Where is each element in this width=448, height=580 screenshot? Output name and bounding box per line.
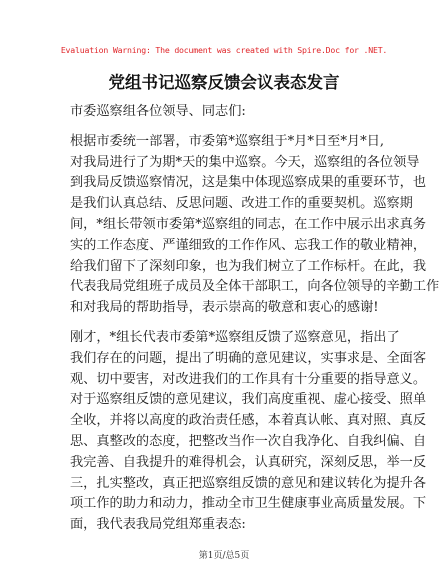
paragraph-line: 三，扎实整改，真正把巡察组反馈的意见和建议转化为提升各 xyxy=(70,475,427,491)
document-body xyxy=(70,102,440,536)
paragraph-line: 是我们认真总结、反思问题、改进工作的重要契机。巡察期 xyxy=(70,196,413,212)
page-number: 第1页/总5页 xyxy=(198,551,250,561)
paragraph-line: 和对我局的帮助指导，表示崇高的敬意和衷心的感谢! xyxy=(70,300,379,316)
paragraph-line: 观、切中要害，对改进我们的工作具有十分重要的指导意义。 xyxy=(70,371,427,387)
paragraph-line: 对我局进行了为期*天的集中巡察。今天，巡察组的各位领导 xyxy=(70,154,420,170)
paragraph-line: 间，*组长带领市委第*巡察组的同志，在工作中展示出求真务 xyxy=(70,216,427,232)
paragraph-line: 给我们留下了深刻印象，也为我们树立了工作标杆。在此，我 xyxy=(70,258,427,274)
paragraph-line: 项工作的助力和动力，推动全市卫生健康事业高质量发展。下 xyxy=(70,496,427,512)
salutation: 市委巡察组各位领导、同志们: xyxy=(70,104,246,119)
paragraph-line: 我们存在的问题，提出了明确的意见建议，实事求是、全面客 xyxy=(70,350,427,366)
paragraph-line: 到我局反馈巡察情况，这是集中体现巡察成果的重要环节，也 xyxy=(70,175,427,191)
paragraph-line: 面，我代表我局党组郑重表态: xyxy=(70,517,246,533)
paragraph-line: 全收，并将以高度的政治责任感，本着真认帐、真对照、真反 xyxy=(70,413,427,429)
paragraph-line: 根据市委统一部署，市委第*巡察组于*月*日至*月*日, xyxy=(70,133,385,149)
document-title: 党组书记巡察反馈会议表态发言 xyxy=(108,73,340,92)
paragraph-line: 实的工作态度、严谨细致的工作作风、忘我工作的敬业精神， xyxy=(70,237,427,253)
paragraph-spacing xyxy=(70,319,376,328)
paragraph-2 xyxy=(70,328,427,536)
evaluation-warning: Evaluation Warning: The document was created with Spire.Doc for .NET. xyxy=(60,45,388,55)
paragraph-line: 刚才，*组长代表市委第*巡察组反馈了巡察意见，指出了 xyxy=(70,329,400,345)
paragraph-line: 对于巡察组反馈的意见建议，我们高度重视、虚心接受、照单 xyxy=(70,392,427,408)
paragraph-1 xyxy=(70,132,440,319)
paragraph-line: 我完善、自我提升的难得机会，认真研究，深刻反思，举一反 xyxy=(70,454,427,470)
paragraph-line: 代表我局党组班子成员及全体干部职工，向各位领导的辛勤工作 xyxy=(70,279,440,295)
paragraph-line: 思、真整改的态度，把整改当作一次自我净化、自我纠偏、自 xyxy=(70,433,427,449)
paragraph-spacing xyxy=(70,123,376,132)
